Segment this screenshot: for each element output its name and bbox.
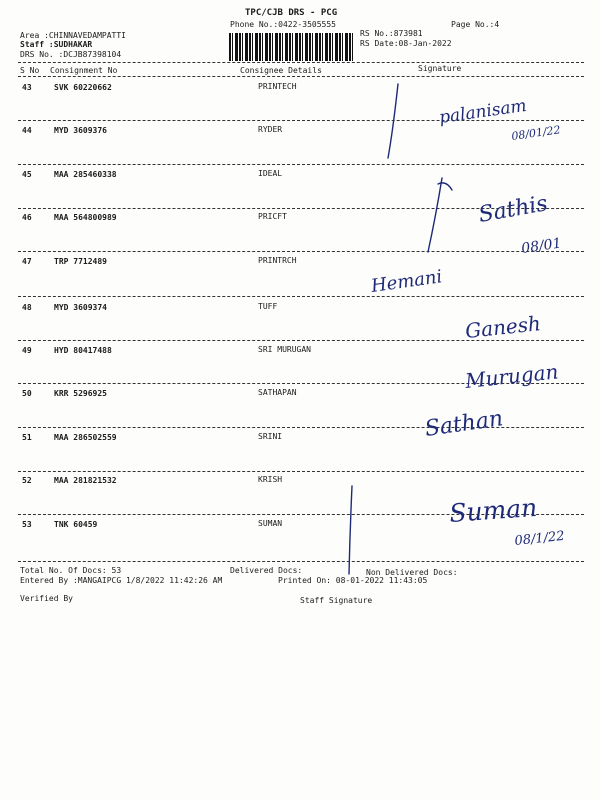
row-consignment: MAA 564800989: [54, 213, 117, 222]
table-row: [0, 346, 600, 358]
handwritten-palanisam: palanisam: [437, 95, 528, 128]
non-delivered-docs: Non Delivered Docs:: [366, 568, 458, 577]
column-header-consignment: Consignment No: [50, 66, 118, 75]
row-sno: 49: [22, 346, 32, 355]
row-sno: 51: [22, 433, 32, 442]
handwritten-date: 08/1/22: [513, 528, 566, 549]
column-header-signature: Signature: [418, 64, 462, 73]
row-divider: [18, 296, 584, 297]
column-header-consignee: Consignee Details: [240, 66, 322, 75]
row-divider: [18, 383, 584, 384]
table-row: [0, 126, 600, 138]
page-number: Page No.:4: [451, 20, 500, 29]
row-consignment: MAA 285460338: [54, 170, 117, 179]
pen-stroke: [388, 84, 398, 158]
rs-number: RS No.:873981: [360, 29, 423, 38]
row-divider: [18, 340, 584, 341]
row-sno: 52: [22, 476, 32, 485]
handwritten-murugan: Murugan: [464, 359, 560, 393]
handwritten-ganesh: Ganesh: [464, 311, 542, 343]
phone-number: Phone No.:0422-3505555: [230, 20, 336, 29]
entered-by: Entered By :MANGAIPCG 1/8/2022 11:42:26 AM: [20, 576, 223, 585]
handwritten-sathan: Sathan: [423, 406, 505, 442]
table-row: [0, 476, 600, 488]
row-divider: [18, 514, 584, 515]
row-divider: [18, 561, 584, 562]
row-sno: 47: [22, 257, 32, 266]
pen-stroke: [438, 183, 452, 190]
row-divider: [18, 120, 584, 121]
row-consignee: PRINTRCH: [258, 256, 297, 265]
rs-date: RS Date:08-Jan-2022: [360, 39, 452, 48]
row-consignee: SATHAPAN: [258, 388, 297, 397]
area-field: Area :CHINNAVEDAMPATTI: [20, 31, 126, 40]
row-consignee: IDEAL: [258, 169, 283, 178]
handwritten-date: 08/01: [520, 235, 563, 257]
divider: [18, 62, 584, 63]
document-title: TPC/CJB DRS - PCG: [245, 8, 338, 18]
row-sno: 53: [22, 520, 32, 529]
row-consignment: MAA 286502559: [54, 433, 117, 442]
row-sno: 45: [22, 170, 32, 179]
staff-field: Staff :SUDHAKAR: [20, 40, 93, 49]
row-divider: [18, 164, 584, 165]
row-consignment: MYD 3609374: [54, 303, 107, 312]
row-consignee: PRINTECH: [258, 82, 297, 91]
table-row: [0, 389, 600, 401]
handwritten-date: 08/01/22: [510, 123, 562, 143]
drs-number: DRS No. :DCJB87398104: [20, 50, 122, 59]
row-divider: [18, 427, 584, 428]
row-divider: [18, 208, 584, 209]
row-consignment: MYD 3609376: [54, 126, 107, 135]
handwritten-sathis: Sathis: [476, 191, 550, 228]
barcode: [229, 33, 355, 61]
row-consignee: SUMAN: [258, 519, 283, 528]
row-consignment: HYD 80417488: [54, 346, 112, 355]
table-row: [0, 257, 600, 269]
row-consignment: MAA 281821532: [54, 476, 117, 485]
row-consignment: KRR 5296925: [54, 389, 107, 398]
row-divider: [18, 471, 584, 472]
row-consignment: TNK 60459: [54, 520, 98, 529]
row-sno: 46: [22, 213, 32, 222]
verified-by: Verified By: [20, 594, 73, 603]
handwritten-hemani: Hemani: [369, 266, 444, 297]
handwritten-suman: Suman: [448, 492, 539, 528]
row-consignment: TRP 7712489: [54, 257, 107, 266]
column-header-sno: S No: [20, 66, 40, 75]
row-divider: [18, 251, 584, 252]
delivered-docs: Delivered Docs:: [230, 566, 303, 575]
total-docs: Total No. Of Docs: 53: [20, 566, 122, 575]
staff-signature-label: Staff Signature: [300, 596, 373, 605]
table-row: [0, 170, 600, 182]
table-row: [0, 520, 600, 532]
row-consignment: SVK 60220662: [54, 83, 112, 92]
row-consignee: SRINI: [258, 432, 283, 441]
row-consignee: SRI MURUGAN: [258, 345, 311, 354]
row-sno: 44: [22, 126, 32, 135]
table-row: [0, 433, 600, 445]
row-sno: 43: [22, 83, 32, 92]
table-row: [0, 303, 600, 315]
table-row: [0, 83, 600, 95]
row-sno: 50: [22, 389, 32, 398]
row-sno: 48: [22, 303, 32, 312]
divider: [18, 76, 584, 77]
row-consignee: KRISH: [258, 475, 283, 484]
printed-on: Printed On: 08-01-2022 11:43:05: [278, 576, 428, 585]
table-row: [0, 213, 600, 225]
row-consignee: PRICFT: [258, 212, 287, 221]
row-consignee: RYDER: [258, 125, 283, 134]
row-consignee: TUFF: [258, 302, 278, 311]
